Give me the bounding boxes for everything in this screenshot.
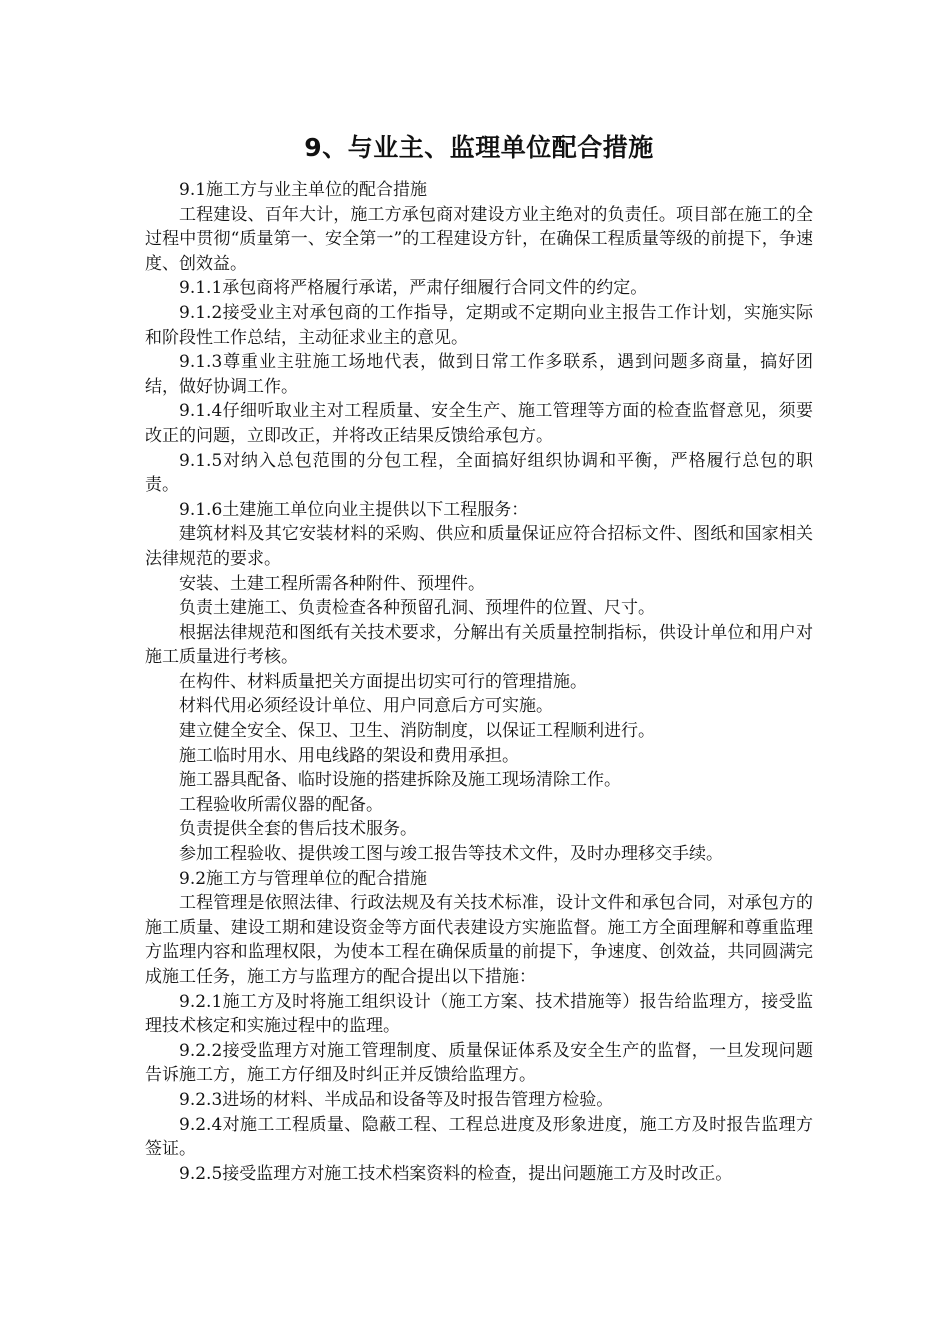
service-item: 负责提供全套的售后技术服务。 (179, 819, 417, 840)
service-item: 根据法律规范和图纸有关技术要求，分解出有关质量控制指标，供设计单位和用户对施工质量进行考核。 (145, 622, 813, 668)
section-heading: 9.2施工方与管理单位的配合措施 (179, 868, 428, 889)
clause-item: 9.2.3进场的材料、半成品和设备等及时报告管理方检验。 (179, 1089, 614, 1110)
paragraph: 工程管理是依照法律、行政法规及有关技术标准，设计文件和承包合同，对承包方的施工质量、建设工期和建设资金等方面代表建设方实施监督。施工方全面理解和尊重监理方监理内容和监理权限，为使本工程在确保质量的前提下，争速度、创效益，共同圆满完成施工任务，施工方与监理方的配合提出以下措施： (145, 893, 813, 987)
clause-item: 9.1.3尊重业主驻施工场地代表，做到日常工作多联系，遇到问题多商量，搞好团结，做好协调工作。 (145, 352, 813, 397)
clause-item: 9.1.1承包商将严格履行承诺，严肃仔细履行合同文件的约定。 (179, 278, 648, 299)
clause-item: 9.1.2接受业主对承包商的工作指导，定期或不定期向业主报告工作计划，实施实际和阶段性工作总结，主动征求业主的意见。 (145, 302, 813, 348)
document-title: 9、与业主、监理单位配合措施 (304, 133, 654, 162)
service-item: 施工器具配备、临时设施的搭建拆除及施工现场清除工作。 (179, 770, 621, 791)
document-body (145, 178, 813, 1186)
service-item: 工程验收所需仪器的配备。 (179, 794, 383, 815)
clause-item: 9.1.4仔细听取业主对工程质量、安全生产、施工管理等方面的检查监督意见，须要改正的问题，立即改正，并将改正结果反馈给承包方。 (145, 401, 813, 446)
clause-item: 9.2.4对施工工程质量、隐蔽工程、工程总进度及形象进度，施工方及时报告监理方签证。 (145, 1114, 813, 1160)
service-item: 安装、土建工程所需各种附件、预埋件。 (179, 573, 485, 594)
section-heading: 9.1施工方与业主单位的配合措施 (179, 180, 428, 200)
service-item: 在构件、材料质量把关方面提出切实可行的管理措施。 (179, 671, 587, 692)
service-item: 负责土建施工、负责检查各种预留孔洞、预埋件的位置、尺寸。 (179, 598, 655, 619)
clause-item: 9.1.5对纳入总包范围的分包工程，全面搞好组织协调和平衡，严格履行总包的职责。 (145, 450, 813, 496)
clause-item: 9.2.1施工方及时将施工组织设计（施工方案、技术措施等）报告给监理方，接受监理技术核定和实施过程中的监理。 (145, 991, 813, 1037)
service-item: 施工临时用水、用电线路的架设和费用承担。 (179, 745, 519, 766)
paragraph: 工程建设、百年大计，施工方承包商对建设方业主绝对的负责任。项目部在施工的全过程中贯彻“质量第一、安全第一”的工程建设方针，在确保工程质量等级的前提下，争速度、创效益。 (145, 204, 813, 274)
clause-item: 9.2.5接受监理方对施工技术档案资料的检查，提出问题施工方及时改正。 (179, 1163, 733, 1184)
service-item: 材料代用必须经设计单位、用户同意后方可实施。 (179, 696, 553, 717)
clause-item: 9.2.2接受监理方对施工管理制度、质量保证体系及安全生产的监督，一旦发现问题告诉施工方，施工方仔细及时纠正并反馈给监理方。 (145, 1040, 813, 1086)
clause-item: 9.1.6土建施工单位向业主提供以下工程服务： (179, 499, 529, 520)
service-item: 建筑材料及其它安装材料的采购、供应和质量保证应符合招标文件、图纸和国家相关法律规范的要求。 (145, 524, 813, 569)
service-item: 参加工程验收、提供竣工图与竣工报告等技术文件，及时办理移交手续。 (179, 844, 723, 865)
document-page (145, 128, 813, 1186)
service-item: 建立健全安全、保卫、卫生、消防制度，以保证工程顺利进行。 (179, 721, 655, 742)
